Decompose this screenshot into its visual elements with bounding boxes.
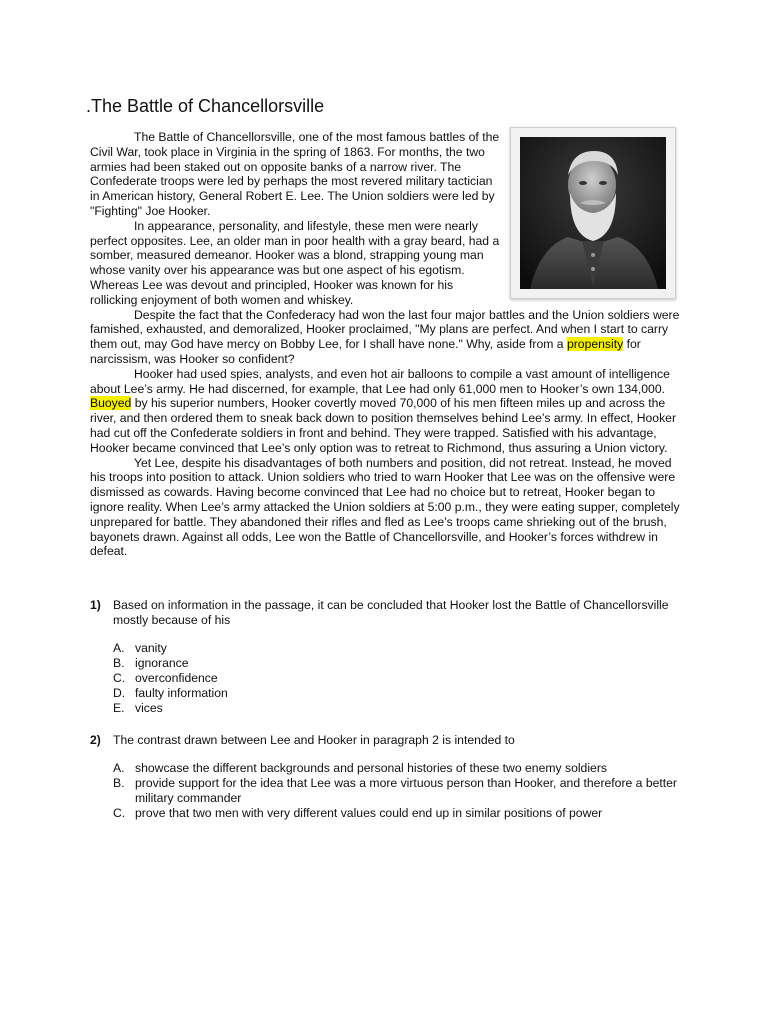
answer-option[interactable]: B. ignorance (113, 656, 189, 670)
answer-options (113, 641, 690, 716)
paragraph-5: Yet Lee, despite his disadvantages of both numbers and position, did not retreat. Instead, he moved his troops into position to attack. Union soldiers who tried to warn Hooker that Lee was on the offensive were dismissed as cowards. Having become convinced that Lee had no choice but to retreat, Hooker began to ignore reality. When Lee’s army attacked the Union soldiers at 5:00 p.m., they were eating supper, completely unprepared for battle. They abandoned their rifles and fled as Lee’s troops came shrieking out of the brush, bayonets drawn. Against all odds, Lee won the Battle of Chancellorsville, and Hooker’s forces withdrew in defeat. (90, 455, 680, 559)
paragraph-1: The Battle of Chancellorsville, one of the most famous battles of the Civil War, took place in Virginia in the spring of 1863. For months, the two armies had been staked out on opposite banks of a narrow river. The Confederate troops were led by perhaps the most revered military tactician in American history, General Robert E. Lee. The Union soldiers were led by "Fighting" Joe Hooker. (90, 130, 500, 218)
page-title: .The Battle of Chancellorsville (86, 96, 325, 116)
question-number: 2) (90, 733, 101, 747)
answer-options (113, 761, 690, 821)
paragraph-3: Despite the fact that the Confederacy had won the last four major battles and the Union soldiers were famished, exhausted, and demoralized, Hooker proclaimed, "My plans are perfect. And when I start to carry them out, may God have mercy on Bobby Lee, for I shall have none." Why, aside from a propensity for narcissism, was Hooker so confident? (90, 307, 680, 366)
paragraph-2: In appearance, personality, and lifestyle, these men were nearly perfect opposites. Lee, an older man in poor health with a gray beard, had a somber, measured demeanor. Hooker was a blond, strapping young man whose vanity over his appearance was but one aspect of his egotism. Whereas Lee was devout and principled, Hooker was known for his rollicking enjoyment of both women and whiskey. (90, 218, 500, 307)
answer-option[interactable]: D. faulty information (113, 686, 228, 700)
paragraph-4: Hooker had used spies, analysts, and even hot air balloons to compile a vast amount of intelligence about Lee’s army. He had discerned, for example, that Lee had only 61,000 men to Hooker’s own 134,000. Buoyed by his superior numbers, Hooker covertly moved 70,000 of his men fifteen miles up and across the river, and then ordered them to sneak back down to position themselves behind Lee’s army. In effect, Hooker had cut off the Confederate soldiers in front and behind. They were trapped. Satisfied with his advantage, Hooker became convinced that Lee’s only option was to retreat to Richmond, thus assuring a Union victory. (90, 366, 677, 455)
answer-option[interactable]: C. overconfidence (113, 671, 218, 685)
question-1 (90, 598, 690, 716)
question-2 (90, 733, 690, 821)
answer-option[interactable]: A. showcase the different backgrounds and personal histories of these two enemy soldiers (113, 761, 607, 775)
question-text: The contrast drawn between Lee and Hooker in paragraph 2 is intended to (113, 733, 515, 747)
highlighted-word-propensity: propensity (566, 337, 624, 352)
question-number: 1) (90, 598, 101, 612)
answer-option[interactable]: A. vanity (113, 641, 167, 655)
passage (90, 130, 680, 559)
answer-option[interactable]: E. vices (113, 701, 163, 715)
highlighted-word-buoyed: Buoyed (90, 396, 132, 411)
answer-option[interactable]: C. prove that two men with very different values could end up in similar positions of power (113, 806, 603, 820)
answer-option[interactable]: B. provide support for the idea that Lee was a more virtuous person than Hooker, and therefore a better military commander (113, 776, 677, 805)
question-text: Based on information in the passage, it can be concluded that Hooker lost the Battle of Chancellorsville mostly because of his (113, 598, 669, 627)
